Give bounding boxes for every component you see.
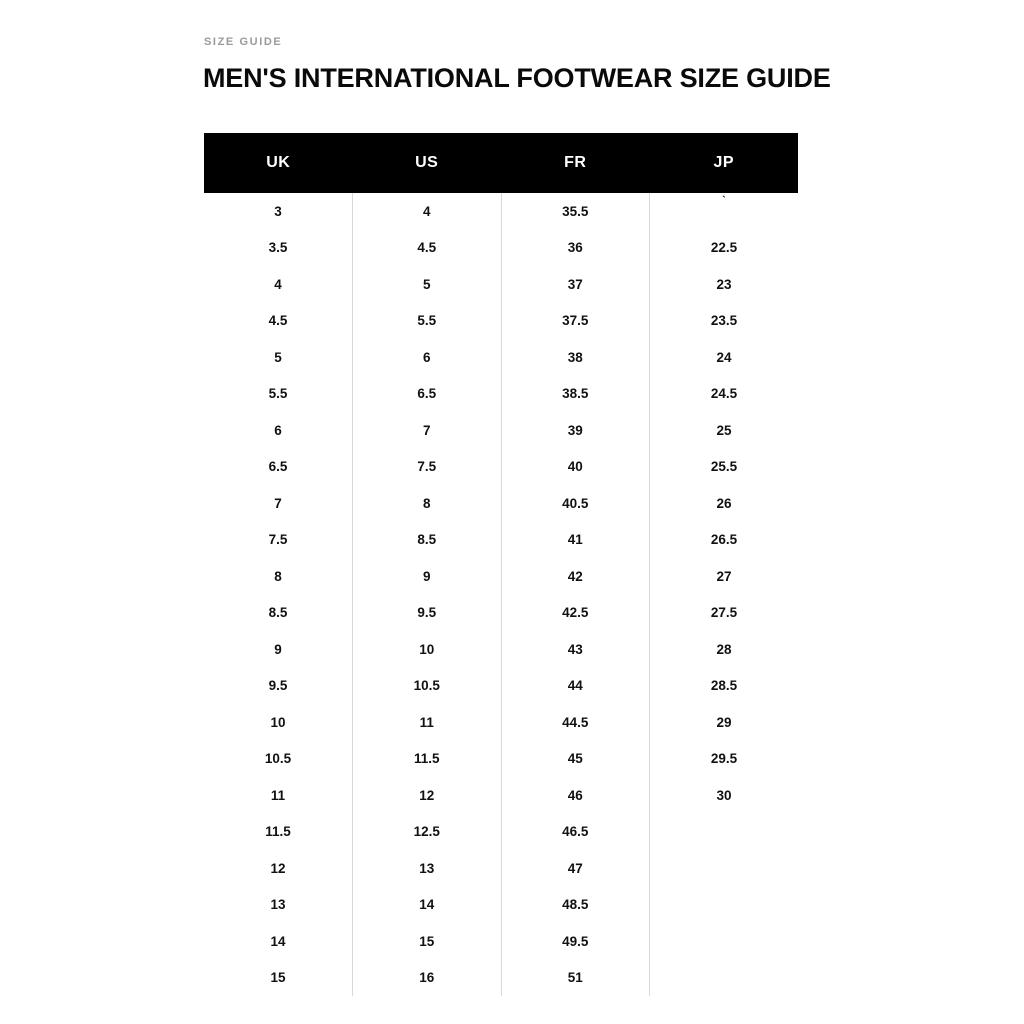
cell-us: 10 bbox=[353, 631, 502, 668]
cell-uk: 8 bbox=[204, 558, 353, 595]
eyebrow-label: SIZE GUIDE bbox=[204, 36, 283, 48]
size-table-container bbox=[204, 133, 798, 996]
cell-us: 5 bbox=[353, 266, 502, 303]
table-row bbox=[204, 595, 798, 632]
table-header-row bbox=[204, 133, 798, 193]
cell-us: 13 bbox=[353, 850, 502, 887]
cell-uk: 15 bbox=[204, 960, 353, 997]
cell-uk: 5 bbox=[204, 339, 353, 376]
cell-fr: 46.5 bbox=[501, 814, 650, 851]
cell-us: 8 bbox=[353, 485, 502, 522]
cell-us: 16 bbox=[353, 960, 502, 997]
table-row bbox=[204, 449, 798, 486]
cell-uk: 4.5 bbox=[204, 303, 353, 340]
cell-uk: 10 bbox=[204, 704, 353, 741]
cell-fr: 42 bbox=[501, 558, 650, 595]
cell-us: 15 bbox=[353, 923, 502, 960]
table-header bbox=[204, 133, 798, 193]
cell-jp: 29 bbox=[716, 714, 732, 730]
cell-uk: 4 bbox=[204, 266, 353, 303]
cell-us: 11.5 bbox=[353, 741, 502, 778]
table-row bbox=[204, 887, 798, 924]
table-row bbox=[204, 558, 798, 595]
cell-jp: 27.5 bbox=[710, 605, 738, 621]
cell-uk: 9 bbox=[204, 631, 353, 668]
table-row bbox=[204, 230, 798, 267]
cell-jp bbox=[650, 814, 799, 851]
column-header-jp: JP bbox=[650, 133, 799, 193]
cell-uk: 10.5 bbox=[204, 741, 353, 778]
cell-jp bbox=[650, 850, 799, 887]
cell-us: 9 bbox=[353, 558, 502, 595]
table-row bbox=[204, 704, 798, 741]
cell-fr: 40 bbox=[501, 449, 650, 486]
cell-us: 7.5 bbox=[353, 449, 502, 486]
cell-fr: 41 bbox=[501, 522, 650, 559]
column-header-uk: UK bbox=[204, 133, 353, 193]
cell-fr: 43 bbox=[501, 631, 650, 668]
cell-jp bbox=[650, 960, 799, 997]
table-body bbox=[204, 193, 798, 996]
cell-jp: ` bbox=[722, 195, 726, 207]
cell-jp: 25.5 bbox=[710, 459, 738, 475]
table-row bbox=[204, 668, 798, 705]
cell-uk: 14 bbox=[204, 923, 353, 960]
table-row bbox=[204, 303, 798, 340]
table-row bbox=[204, 777, 798, 814]
cell-us: 4 bbox=[353, 193, 502, 230]
table-row bbox=[204, 266, 798, 303]
cell-us: 8.5 bbox=[353, 522, 502, 559]
cell-fr: 49.5 bbox=[501, 923, 650, 960]
cell-us: 14 bbox=[353, 887, 502, 924]
cell-uk: 11.5 bbox=[204, 814, 353, 851]
cell-jp bbox=[650, 923, 799, 960]
cell-jp: 25 bbox=[716, 422, 732, 438]
size-conversion-table bbox=[204, 133, 798, 996]
cell-uk: 3.5 bbox=[204, 230, 353, 267]
page-title: MEN'S INTERNATIONAL FOOTWEAR SIZE GUIDE bbox=[203, 63, 831, 93]
cell-jp: 29.5 bbox=[710, 751, 738, 767]
cell-uk: 9.5 bbox=[204, 668, 353, 705]
table-row bbox=[204, 741, 798, 778]
cell-fr: 44.5 bbox=[501, 704, 650, 741]
cell-uk: 3 bbox=[204, 193, 353, 230]
cell-fr: 46 bbox=[501, 777, 650, 814]
cell-fr: 42.5 bbox=[501, 595, 650, 632]
cell-uk: 7 bbox=[204, 485, 353, 522]
cell-jp: 30 bbox=[716, 787, 732, 803]
table-row bbox=[204, 923, 798, 960]
table-row bbox=[204, 850, 798, 887]
cell-us: 6 bbox=[353, 339, 502, 376]
cell-us: 6.5 bbox=[353, 376, 502, 413]
cell-fr: 47 bbox=[501, 850, 650, 887]
cell-uk: 7.5 bbox=[204, 522, 353, 559]
cell-jp: 24.5 bbox=[710, 386, 738, 402]
cell-us: 10.5 bbox=[353, 668, 502, 705]
cell-jp: 26.5 bbox=[710, 532, 738, 548]
cell-uk: 5.5 bbox=[204, 376, 353, 413]
cell-jp: 22.5 bbox=[710, 240, 738, 256]
cell-jp: 28.5 bbox=[710, 678, 738, 694]
cell-us: 9.5 bbox=[353, 595, 502, 632]
cell-us: 12.5 bbox=[353, 814, 502, 851]
cell-fr: 40.5 bbox=[501, 485, 650, 522]
cell-us: 11 bbox=[353, 704, 502, 741]
cell-fr: 35.5 bbox=[501, 193, 650, 230]
cell-uk: 8.5 bbox=[204, 595, 353, 632]
cell-jp: 26 bbox=[716, 495, 732, 511]
cell-fr: 37.5 bbox=[501, 303, 650, 340]
cell-jp bbox=[650, 887, 799, 924]
table-row bbox=[204, 339, 798, 376]
cell-fr: 39 bbox=[501, 412, 650, 449]
cell-fr: 38 bbox=[501, 339, 650, 376]
cell-uk: 6.5 bbox=[204, 449, 353, 486]
cell-us: 7 bbox=[353, 412, 502, 449]
cell-fr: 48.5 bbox=[501, 887, 650, 924]
cell-fr: 37 bbox=[501, 266, 650, 303]
cell-jp: 28 bbox=[716, 641, 732, 657]
table-row bbox=[204, 631, 798, 668]
table-row bbox=[204, 193, 798, 230]
cell-jp: 23 bbox=[716, 276, 732, 292]
table-row bbox=[204, 814, 798, 851]
cell-uk: 12 bbox=[204, 850, 353, 887]
table-row bbox=[204, 522, 798, 559]
cell-jp: 24 bbox=[716, 349, 732, 365]
table-row bbox=[204, 960, 798, 997]
cell-fr: 51 bbox=[501, 960, 650, 997]
cell-uk: 6 bbox=[204, 412, 353, 449]
cell-fr: 45 bbox=[501, 741, 650, 778]
cell-us: 4.5 bbox=[353, 230, 502, 267]
cell-fr: 44 bbox=[501, 668, 650, 705]
column-header-fr: FR bbox=[501, 133, 650, 193]
cell-us: 12 bbox=[353, 777, 502, 814]
cell-fr: 36 bbox=[501, 230, 650, 267]
cell-uk: 13 bbox=[204, 887, 353, 924]
table-row bbox=[204, 376, 798, 413]
cell-us: 5.5 bbox=[353, 303, 502, 340]
cell-jp: 23.5 bbox=[710, 313, 738, 329]
table-row bbox=[204, 485, 798, 522]
cell-jp: 27 bbox=[716, 568, 732, 584]
cell-fr: 38.5 bbox=[501, 376, 650, 413]
table-row bbox=[204, 412, 798, 449]
cell-uk: 11 bbox=[204, 777, 353, 814]
column-header-us: US bbox=[353, 133, 502, 193]
